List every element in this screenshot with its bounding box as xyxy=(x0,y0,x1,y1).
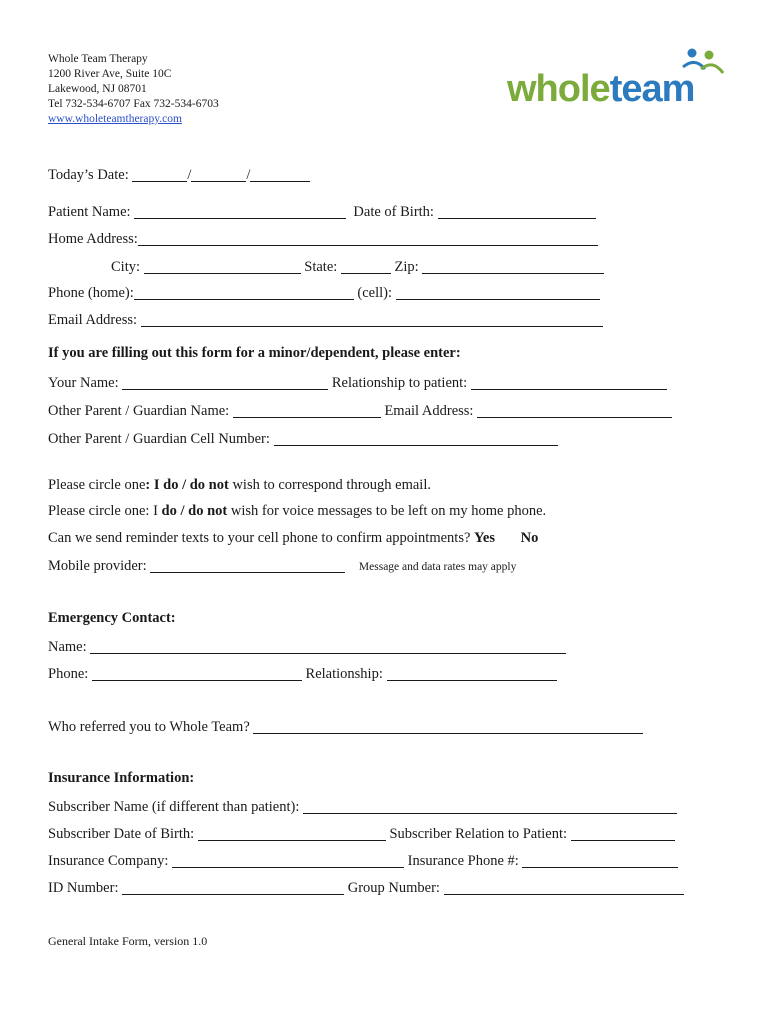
id-number-field[interactable] xyxy=(122,880,344,895)
svg-text:wholeteam xyxy=(506,68,694,109)
email-pref-suffix: wish to correspond through email. xyxy=(228,477,431,493)
relationship-field[interactable] xyxy=(471,375,667,390)
subscriber-dob-field[interactable] xyxy=(198,826,386,841)
mobile-provider-label: Mobile provider: xyxy=(48,558,147,574)
other-parent-cell-label: Other Parent / Guardian Cell Number: xyxy=(48,431,270,447)
phone-cell-field[interactable] xyxy=(396,285,600,300)
other-parent-name-field[interactable] xyxy=(233,403,381,418)
logo-text-team: team xyxy=(609,68,695,109)
practice-address-block xyxy=(48,52,219,127)
state-label: State: xyxy=(304,259,338,275)
id-number-label: ID Number: xyxy=(48,880,119,896)
ec-phone-row xyxy=(48,663,557,683)
home-address-label: Home Address: xyxy=(48,231,138,247)
voice-pref-prefix: Please circle one: I xyxy=(48,503,162,519)
id-group-row xyxy=(48,877,684,897)
your-name-row xyxy=(48,372,667,392)
referral-row xyxy=(48,716,643,736)
reminder-no-option[interactable]: No xyxy=(520,530,539,546)
voice-pref-suffix: wish for voice messages to be left on my home phone. xyxy=(227,503,547,519)
ec-phone-label: Phone: xyxy=(48,666,89,682)
cell-label: (cell): xyxy=(357,285,393,301)
date-day-field[interactable] xyxy=(191,167,246,182)
state-field[interactable] xyxy=(341,259,391,274)
phone-home-label: Phone (home): xyxy=(48,285,134,301)
your-name-field[interactable] xyxy=(122,375,328,390)
zip-label: Zip: xyxy=(394,259,419,275)
logo-figure-blue-head xyxy=(688,49,697,58)
ec-name-label: Name: xyxy=(48,639,87,655)
reminder-texts-row xyxy=(48,529,538,547)
ec-relationship-label: Relationship: xyxy=(305,666,383,682)
subscriber-name-field[interactable] xyxy=(303,799,677,814)
ec-name-row xyxy=(48,636,566,656)
home-address-field[interactable] xyxy=(138,231,598,246)
date-month-field[interactable] xyxy=(132,167,187,182)
logo-text-whole: whole xyxy=(507,68,610,109)
address-line-2: Lakewood, NJ 08701 xyxy=(48,83,147,95)
todays-date-label: Today’s Date: xyxy=(48,167,129,183)
email-pref-options[interactable]: : I do / do not xyxy=(145,477,229,493)
phone-fax: Tel 732-534-6707 Fax 732-534-6703 xyxy=(48,98,219,110)
referral-label: Who referred you to Whole Team? xyxy=(48,719,250,735)
voice-pref-options[interactable]: do / do not xyxy=(161,503,228,519)
dob-label: Date of Birth: xyxy=(353,204,434,220)
other-parent-email-label: Email Address: xyxy=(384,403,474,419)
patient-name-label: Patient Name: xyxy=(48,204,131,220)
insurance-company-label: Insurance Company: xyxy=(48,853,169,869)
org-name: Whole Team Therapy xyxy=(48,53,148,65)
zip-field[interactable] xyxy=(422,259,604,274)
ec-phone-field[interactable] xyxy=(92,666,302,681)
reminder-yes-option[interactable]: Yes xyxy=(474,530,495,546)
subscriber-relation-field[interactable] xyxy=(571,826,675,841)
city-field[interactable] xyxy=(144,259,301,274)
emergency-contact-heading: Emergency Contact: xyxy=(48,610,176,626)
patient-name-row xyxy=(48,201,596,221)
mobile-provider-row xyxy=(48,555,516,576)
insurance-phone-label: Insurance Phone #: xyxy=(407,853,519,869)
phone-row xyxy=(48,282,600,302)
minor-section-heading: If you are filling out this form for a minor/dependent, please enter: xyxy=(48,345,461,361)
other-parent-name-label: Other Parent / Guardian Name: xyxy=(48,403,230,419)
subscriber-relation-label: Subscriber Relation to Patient: xyxy=(389,826,568,842)
wholeteam-logo xyxy=(505,47,735,109)
your-name-label: Your Name: xyxy=(48,375,119,391)
other-parent-cell-row xyxy=(48,428,558,448)
referral-field[interactable] xyxy=(253,719,643,734)
ec-name-field[interactable] xyxy=(90,639,566,654)
insurance-company-field[interactable] xyxy=(172,853,404,868)
relationship-label: Relationship to patient: xyxy=(331,375,468,391)
group-number-field[interactable] xyxy=(444,880,684,895)
email-field[interactable] xyxy=(141,312,603,327)
date-year-field[interactable] xyxy=(250,167,310,182)
ec-relationship-field[interactable] xyxy=(387,666,557,681)
patient-name-field[interactable] xyxy=(134,204,346,219)
subscriber-name-row xyxy=(48,796,677,816)
todays-date-row: Today’s Date: / / xyxy=(48,164,310,184)
city-state-zip-row xyxy=(111,256,604,276)
rates-note: Message and data rates may apply xyxy=(358,561,517,573)
subscriber-name-label: Subscriber Name (if different than patient): xyxy=(48,799,300,815)
other-parent-row xyxy=(48,400,672,420)
logo-figure-green-head xyxy=(705,51,714,60)
insurance-company-row xyxy=(48,850,678,870)
email-row xyxy=(48,309,603,329)
phone-home-field[interactable] xyxy=(134,285,354,300)
city-label: City: xyxy=(111,259,141,275)
insurance-heading: Insurance Information: xyxy=(48,770,195,786)
address-line-1: 1200 River Ave, Suite 10C xyxy=(48,68,172,80)
email-label: Email Address: xyxy=(48,312,138,328)
mobile-provider-field[interactable] xyxy=(150,558,345,573)
form-version-footer: General Intake Form, version 1.0 xyxy=(48,934,208,948)
dob-field[interactable] xyxy=(438,204,596,219)
subscriber-dob-label: Subscriber Date of Birth: xyxy=(48,826,195,842)
home-address-row xyxy=(48,228,598,248)
subscriber-dob-row xyxy=(48,823,675,843)
email-preference-row xyxy=(48,476,431,494)
voice-preference-row xyxy=(48,502,546,520)
reminder-question: Can we send reminder texts to your cell phone to confirm appointments? xyxy=(48,530,471,546)
email-pref-prefix: Please circle one xyxy=(48,477,146,493)
insurance-phone-field[interactable] xyxy=(522,853,678,868)
website-link[interactable]: www.wholeteamtherapy.com xyxy=(48,113,182,125)
other-parent-cell-field[interactable] xyxy=(274,431,558,446)
group-number-label: Group Number: xyxy=(347,880,440,896)
other-parent-email-field[interactable] xyxy=(477,403,672,418)
